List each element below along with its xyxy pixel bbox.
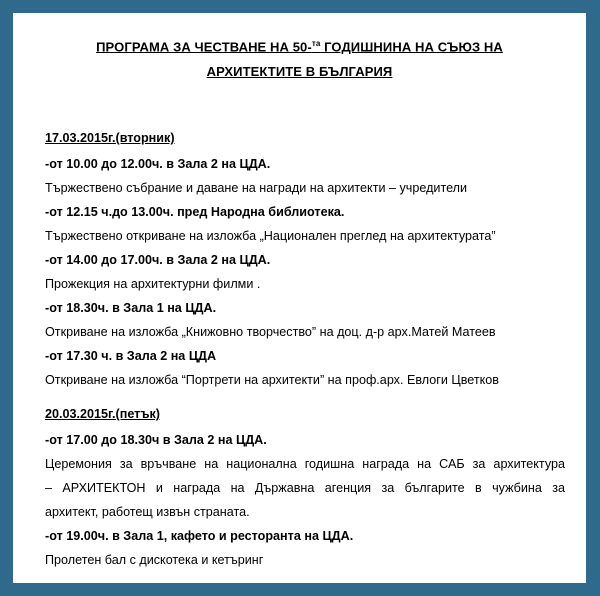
day1-event4-time: -от 18.30ч. в Зала 1 на ЦДА. [45,301,217,315]
day1-event3-time: -от 14.00 до 17.00ч. в Зала 2 на ЦДА. [45,253,271,267]
day2-event1-time: -от 17.00 до 18.30ч в Зала 2 на ЦДА. [45,433,267,447]
day1-event5-desc: Откриване на изложба “Портрети на архитекти” на проф.арх. Евлоги Цветков [45,373,499,387]
day2-event2-time: -от 19.00ч. в Зала 1, кафето и ресторанта на ЦДА. [45,529,354,543]
day1-event2-desc: Тържествено откриване на изложба „Национален преглед на архитектурата” [45,229,496,243]
title-text-end: ГОДИШНИНА НА СЪЮЗ НА [320,39,503,55]
day1-event5-time: -от 17.30 ч. в Зала 2 на ЦДА [45,349,217,363]
day2-date: 20.03.2015г.(петък) [45,407,160,421]
day2-event2-desc: Пролетен бал с дискотека и кетъринг [45,553,264,567]
day1-event1-time: -от 10.00 до 12.00ч. в Зала 2 на ЦДА. [45,157,271,171]
document-page [13,13,586,583]
title-text: ПРОГРАМА ЗА ЧЕСТВАНЕ НА 50- [96,39,312,55]
day2-event1-desc-line2: – АРХИТЕКТОН и награда на Държавна агенция за българите в чужбина за [45,481,565,495]
title-superscript: та [311,39,321,48]
document-title-line-1 [13,39,586,54]
day1-event4-desc: Откриване на изложба „Книжовно творчество” на доц. д-р арх.Матей Матеев [45,325,496,339]
day1-event2-time: -от 12.15 ч.до 13.00ч. пред Народна библиотека. [45,205,345,219]
day2-event1-desc-line1: Церемония за връчване на национална годишна награда на САБ за архитектура [45,457,565,471]
document-title-line-2: АРХИТЕКТИТЕ В БЪЛГАРИЯ [206,64,393,79]
day1-event1-desc: Тържествено събрание и даване на награди на архитекти – учредители [45,181,468,195]
day2-event1-desc-line3: архитект, работещ извън страната. [45,505,250,519]
day1-date: 17.03.2015г.(вторник) [45,131,175,145]
day1-event3-desc: Прожекция на архитектурни филми . [45,277,261,291]
